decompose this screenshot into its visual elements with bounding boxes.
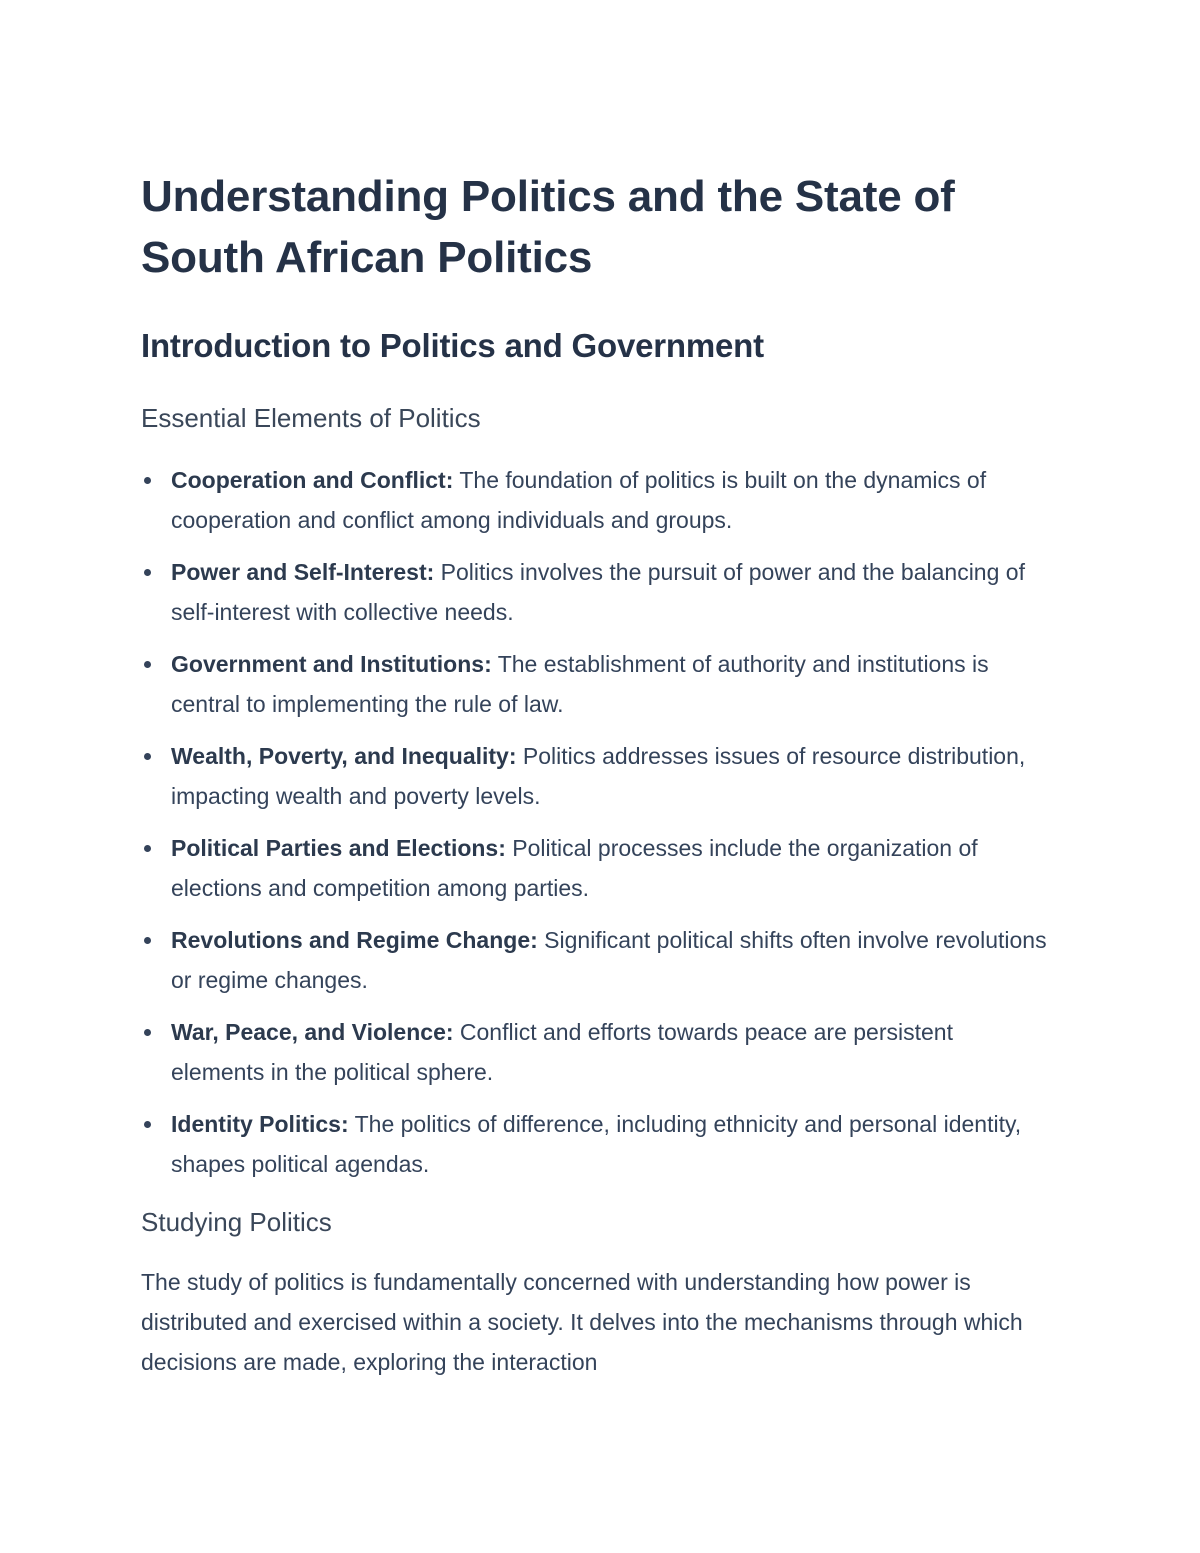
list-item	[141, 460, 1051, 540]
bullet-icon	[144, 753, 151, 760]
list-item	[141, 644, 1051, 724]
list-item-term: Cooperation and Conflict:	[171, 467, 454, 493]
list-item	[141, 1104, 1051, 1184]
studying-paragraph: The study of politics is fundamentally concerned with understanding how power is distributed and exercised within a society. It delves into the mechanisms through which decisions are made, exploring the interaction	[141, 1269, 1023, 1375]
bullet-icon	[144, 845, 151, 852]
document-page	[141, 166, 1051, 1382]
list-item-term: Government and Institutions:	[171, 651, 492, 677]
list-item-text: The establishment of authority and institutions is central to implementing the rule of law.	[171, 651, 989, 717]
section-heading-introduction: Introduction to Politics and Government	[141, 327, 764, 364]
list-item	[141, 920, 1051, 1000]
list-item	[141, 552, 1051, 632]
list-item-text: Conflict and efforts towards peace are persistent elements in the political sphere.	[171, 1019, 953, 1085]
list-item-text: The politics of difference, including ethnicity and personal identity, shapes political agendas.	[171, 1111, 1022, 1177]
elements-list	[141, 460, 1051, 1184]
list-item-term: Political Parties and Elections:	[171, 835, 506, 861]
list-item-text: Politics addresses issues of resource distribution, impacting wealth and poverty levels.	[171, 743, 1026, 809]
list-item-term: War, Peace, and Violence:	[171, 1019, 454, 1045]
bullet-icon	[144, 937, 151, 944]
list-item-term: Identity Politics:	[171, 1111, 349, 1137]
list-item-term: Revolutions and Regime Change:	[171, 927, 538, 953]
list-item	[141, 736, 1051, 816]
list-item-text: Politics involves the pursuit of power and the balancing of self-interest with collective needs.	[171, 559, 1025, 625]
bullet-icon	[144, 1121, 151, 1128]
list-item	[141, 1012, 1051, 1092]
list-item-term: Wealth, Poverty, and Inequality:	[171, 743, 517, 769]
bullet-icon	[144, 569, 151, 576]
bullet-icon	[144, 1029, 151, 1036]
bullet-icon	[144, 661, 151, 668]
list-item-term: Power and Self-Interest:	[171, 559, 435, 585]
list-item-text: The foundation of politics is built on the dynamics of cooperation and conflict among individuals and groups.	[171, 467, 987, 533]
list-item-text: Political processes include the organization of elections and competition among parties.	[171, 835, 978, 901]
list-item	[141, 828, 1051, 908]
subheading-essential-elements: Essential Elements of Politics	[141, 403, 481, 433]
bullet-icon	[144, 477, 151, 484]
list-item-text: Significant political shifts often involve revolutions or regime changes.	[171, 927, 1047, 993]
document-title: Understanding Politics and the State of South African Politics	[141, 172, 955, 282]
subheading-studying-politics: Studying Politics	[141, 1207, 332, 1237]
